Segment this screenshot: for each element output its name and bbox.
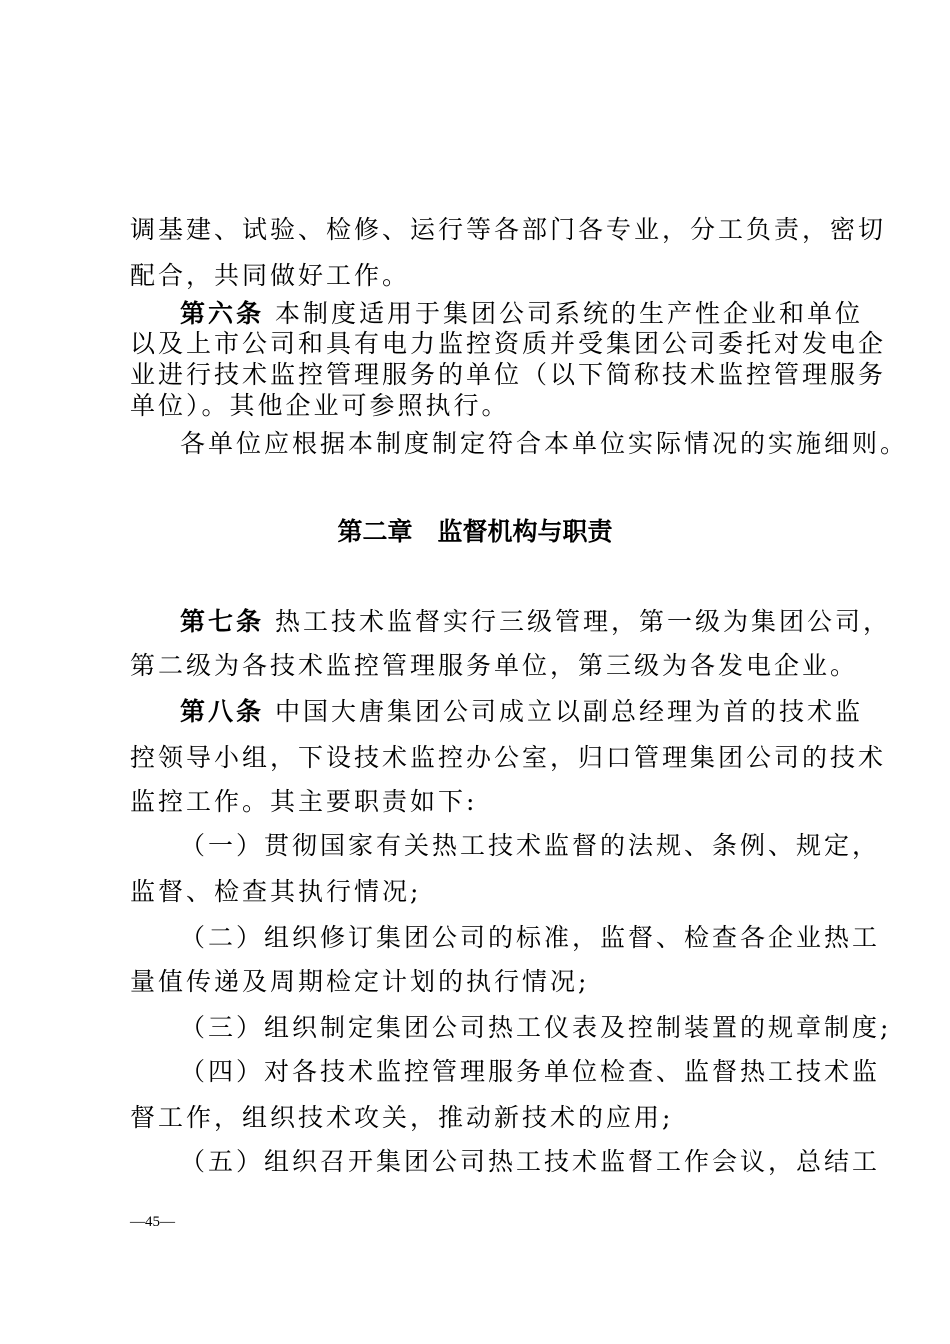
text-line: 监督、检查其执行情况; [130, 877, 422, 906]
article-line: 第七条 热工技术监督实行三级管理，第一级为集团公司， [180, 607, 891, 636]
article-number: 第八条 [180, 697, 265, 726]
text-line: 量值传递及周期检定计划的执行情况; [130, 967, 590, 996]
text-line: 控领导小组，下设技术监控办公室，归口管理集团公司的技术 [130, 743, 887, 772]
text-line: 各单位应根据本制度制定符合本单位实际情况的实施细则。 [180, 429, 909, 458]
article-number: 第七条 [180, 607, 265, 636]
text-line: 督工作，组织技术攻关，推动新技术的应用; [130, 1103, 674, 1132]
list-item: （二）组织修订集团公司的标准，监督、检查各企业热工 [180, 923, 881, 952]
text-line: 调基建、试验、检修、运行等各部门各专业，分工负责，密切 [130, 215, 887, 244]
list-item: （五）组织召开集团公司热工技术监督工作会议，总结工 [180, 1147, 881, 1176]
list-item: （一）贯彻国家有关热工技术监督的法规、条例、规定， [180, 831, 881, 860]
chapter-heading: 第二章 监督机构与职责 [337, 517, 613, 546]
list-item: （三）组织制定集团公司热工仪表及控制装置的规章制度; [180, 1013, 892, 1042]
text-line: 业进行技术监控管理服务的单位（以下简称技术监控管理服务 [130, 360, 887, 389]
text-line: 第二级为各技术监控管理服务单位，第三级为各发电企业。 [130, 651, 859, 680]
article-line: 第八条 中国大唐集团公司成立以副总经理为首的技术监 [180, 697, 863, 726]
text-line: 配合，共同做好工作。 [130, 261, 411, 290]
article-number: 第六条 [180, 299, 265, 328]
page-number: —45— [130, 1214, 175, 1230]
list-item: （四）对各技术监控管理服务单位检查、监督热工技术监 [180, 1057, 881, 1086]
article-line: 第六条 本制度适用于集团公司系统的生产性企业和单位 [180, 299, 863, 328]
text-line: 以及上市公司和具有电力监控资质并受集团公司委托对发电企 [130, 329, 887, 358]
text-line: 监控工作。其主要职责如下: [130, 787, 478, 816]
text-line: 单位）。其他企业可参照执行。 [130, 391, 510, 420]
